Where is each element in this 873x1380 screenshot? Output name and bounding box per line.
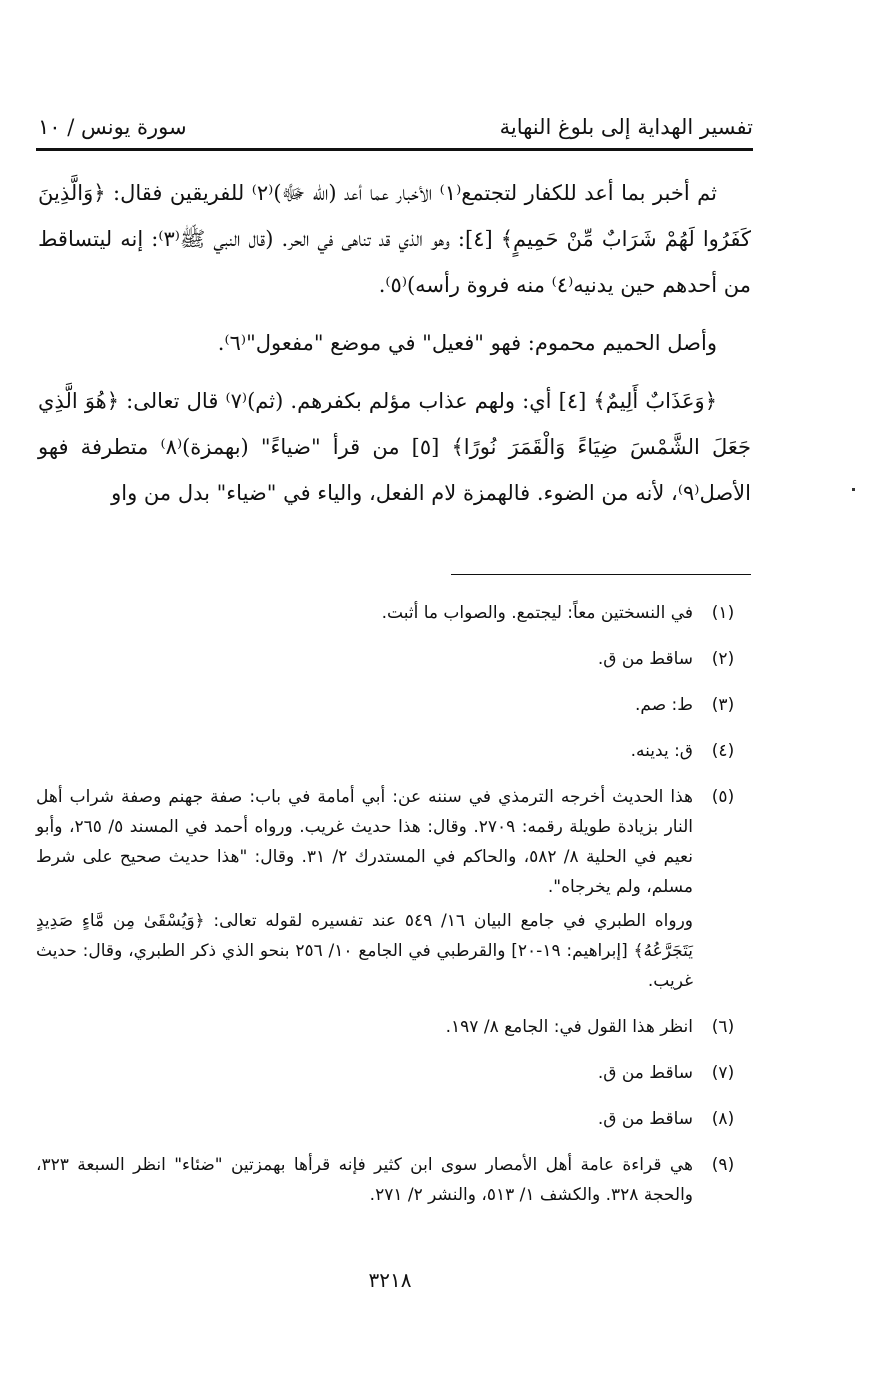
footnote-text: ساقط من ق. bbox=[597, 649, 693, 669]
footnote-text: انظر هذا القول في: الجامع ٨/ ١٩٧. bbox=[445, 1017, 693, 1037]
footnote-number: (٨) bbox=[711, 1109, 735, 1129]
footnote-8 bbox=[36, 1104, 753, 1134]
footnote-9 bbox=[36, 1150, 753, 1210]
footnote-text: ط: صم. bbox=[634, 695, 693, 715]
footnote-text: ساقط من ق. bbox=[597, 1063, 693, 1083]
footnote-text: هذا الحديث أخرجه الترمذي في سننه عن: أبي أمامة في باب: صفة جهنم وصفة شراب أهل النار بزيادة طويلة رقمه: ٢٧٠٩. وقال: هذا حديث غريب. ورواه أحمد في المسند ٥/ ٢٦٥، وأبو نعيم في الحلية ٨/ ٥٨٢، والحاكم في المستدرك ٢/ ٣١. وقال: "هذا حديث صحيح على شرط مسلم، ولم يخرجاه". bbox=[36, 787, 693, 897]
footnote-separator bbox=[451, 574, 751, 575]
book-title: تفسير الهداية إلى بلوغ النهاية bbox=[499, 115, 753, 139]
footnote-text: ساقط من ق. bbox=[597, 1109, 693, 1129]
footnote-number: (٤) bbox=[711, 741, 735, 761]
footnote-5-continuation: ورواه الطبري في جامع البيان ١٦/ ٥٤٩ عند تفسيره لقوله تعالى: ﴿وَيُسْقَىٰ مِن مَّاءٍ صَدِيدٍ يَتَجَرَّعُهُ﴾ [إبراهيم: ١٩-٢٠] والقرطبي في الجامع ١٠/ ٢٥٦ بنحو الذي ذكر الطبري، وقال: حديث غريب. bbox=[36, 911, 694, 991]
main-text bbox=[38, 170, 751, 516]
footnote-text: هي قراءة عامة أهل الأمصار سوى ابن كثير فإنه قرأها بهمزتين "ضئاء" انظر السبعة ٣٢٣، والحجة ٣٢٨. والكشف ١/ ٥١٣، والنشر ٢/ ٢٧١. bbox=[36, 1155, 693, 1205]
footnote-7 bbox=[36, 1058, 753, 1088]
footnote-number: (٢) bbox=[711, 649, 735, 669]
paragraph-1: ثم أخبر بما أعد للكفار لتجتمع⁽١⁾ الأخبار عما أعد (الله ﷻ)⁽٢⁾ للفريقين فقال: ﴿وَالَّذِينَ كَفَرُوا لَهُمْ شَرَابٌ مِّنْ حَمِيمٍ﴾ [٤]: وهو الذي قد تناهى في الحر. (قال النبي ﷺ⁽٣⁾: إنه ليتساقط من أحدهم حين يدنيه⁽٤⁾ منه فروة رأسه)⁽٥⁾. bbox=[38, 181, 751, 297]
footnote-1 bbox=[36, 598, 753, 628]
footnotes bbox=[36, 598, 753, 1226]
page-number: ٣٢١٨ bbox=[368, 1268, 412, 1292]
footnote-6 bbox=[36, 1012, 753, 1042]
footnote-number: (٧) bbox=[711, 1063, 735, 1083]
margin-speck bbox=[852, 488, 855, 491]
footnote-4 bbox=[36, 736, 753, 766]
surah-label: سورة يونس / ١٠ bbox=[38, 115, 187, 139]
paragraph-3: ﴿وَعَذَابٌ أَلِيمٌ﴾ [٤] أي: ولهم عذاب مؤلم بكفرهم. (ثم)⁽٧⁾ قال تعالى: ﴿هُوَ الَّذِي جَعَلَ الشَّمْسَ ضِيَاءً وَالْقَمَرَ نُورًا﴾ [٥] من قرأ "ضياءً" (بهمزة)⁽٨⁾ متطرفة فهو الأصل⁽٩⁾، لأنه من الضوء. فالهمزة لام الفعل، والياء في "ضياء" بدل من واو bbox=[38, 389, 752, 505]
header-rule bbox=[36, 148, 753, 151]
footnote-number: (٩) bbox=[711, 1155, 735, 1175]
footnote-2 bbox=[36, 644, 753, 674]
paragraph-2: وأصل الحميم محموم: فهو "فعيل" في موضع "مفعول"⁽٦⁾. bbox=[217, 331, 717, 355]
footnote-text: ق: يدينه. bbox=[630, 741, 693, 761]
footnote-number: (١) bbox=[711, 603, 735, 623]
footnote-3 bbox=[36, 690, 753, 720]
footnote-5 bbox=[36, 782, 753, 902]
footnote-text: في النسختين معاً: ليجتمع. والصواب ما أثبت. bbox=[381, 603, 693, 623]
footnote-number: (٦) bbox=[711, 1017, 735, 1037]
footnote-number: (٥) bbox=[711, 787, 735, 807]
running-header bbox=[38, 110, 753, 144]
footnote-number: (٣) bbox=[711, 695, 735, 715]
